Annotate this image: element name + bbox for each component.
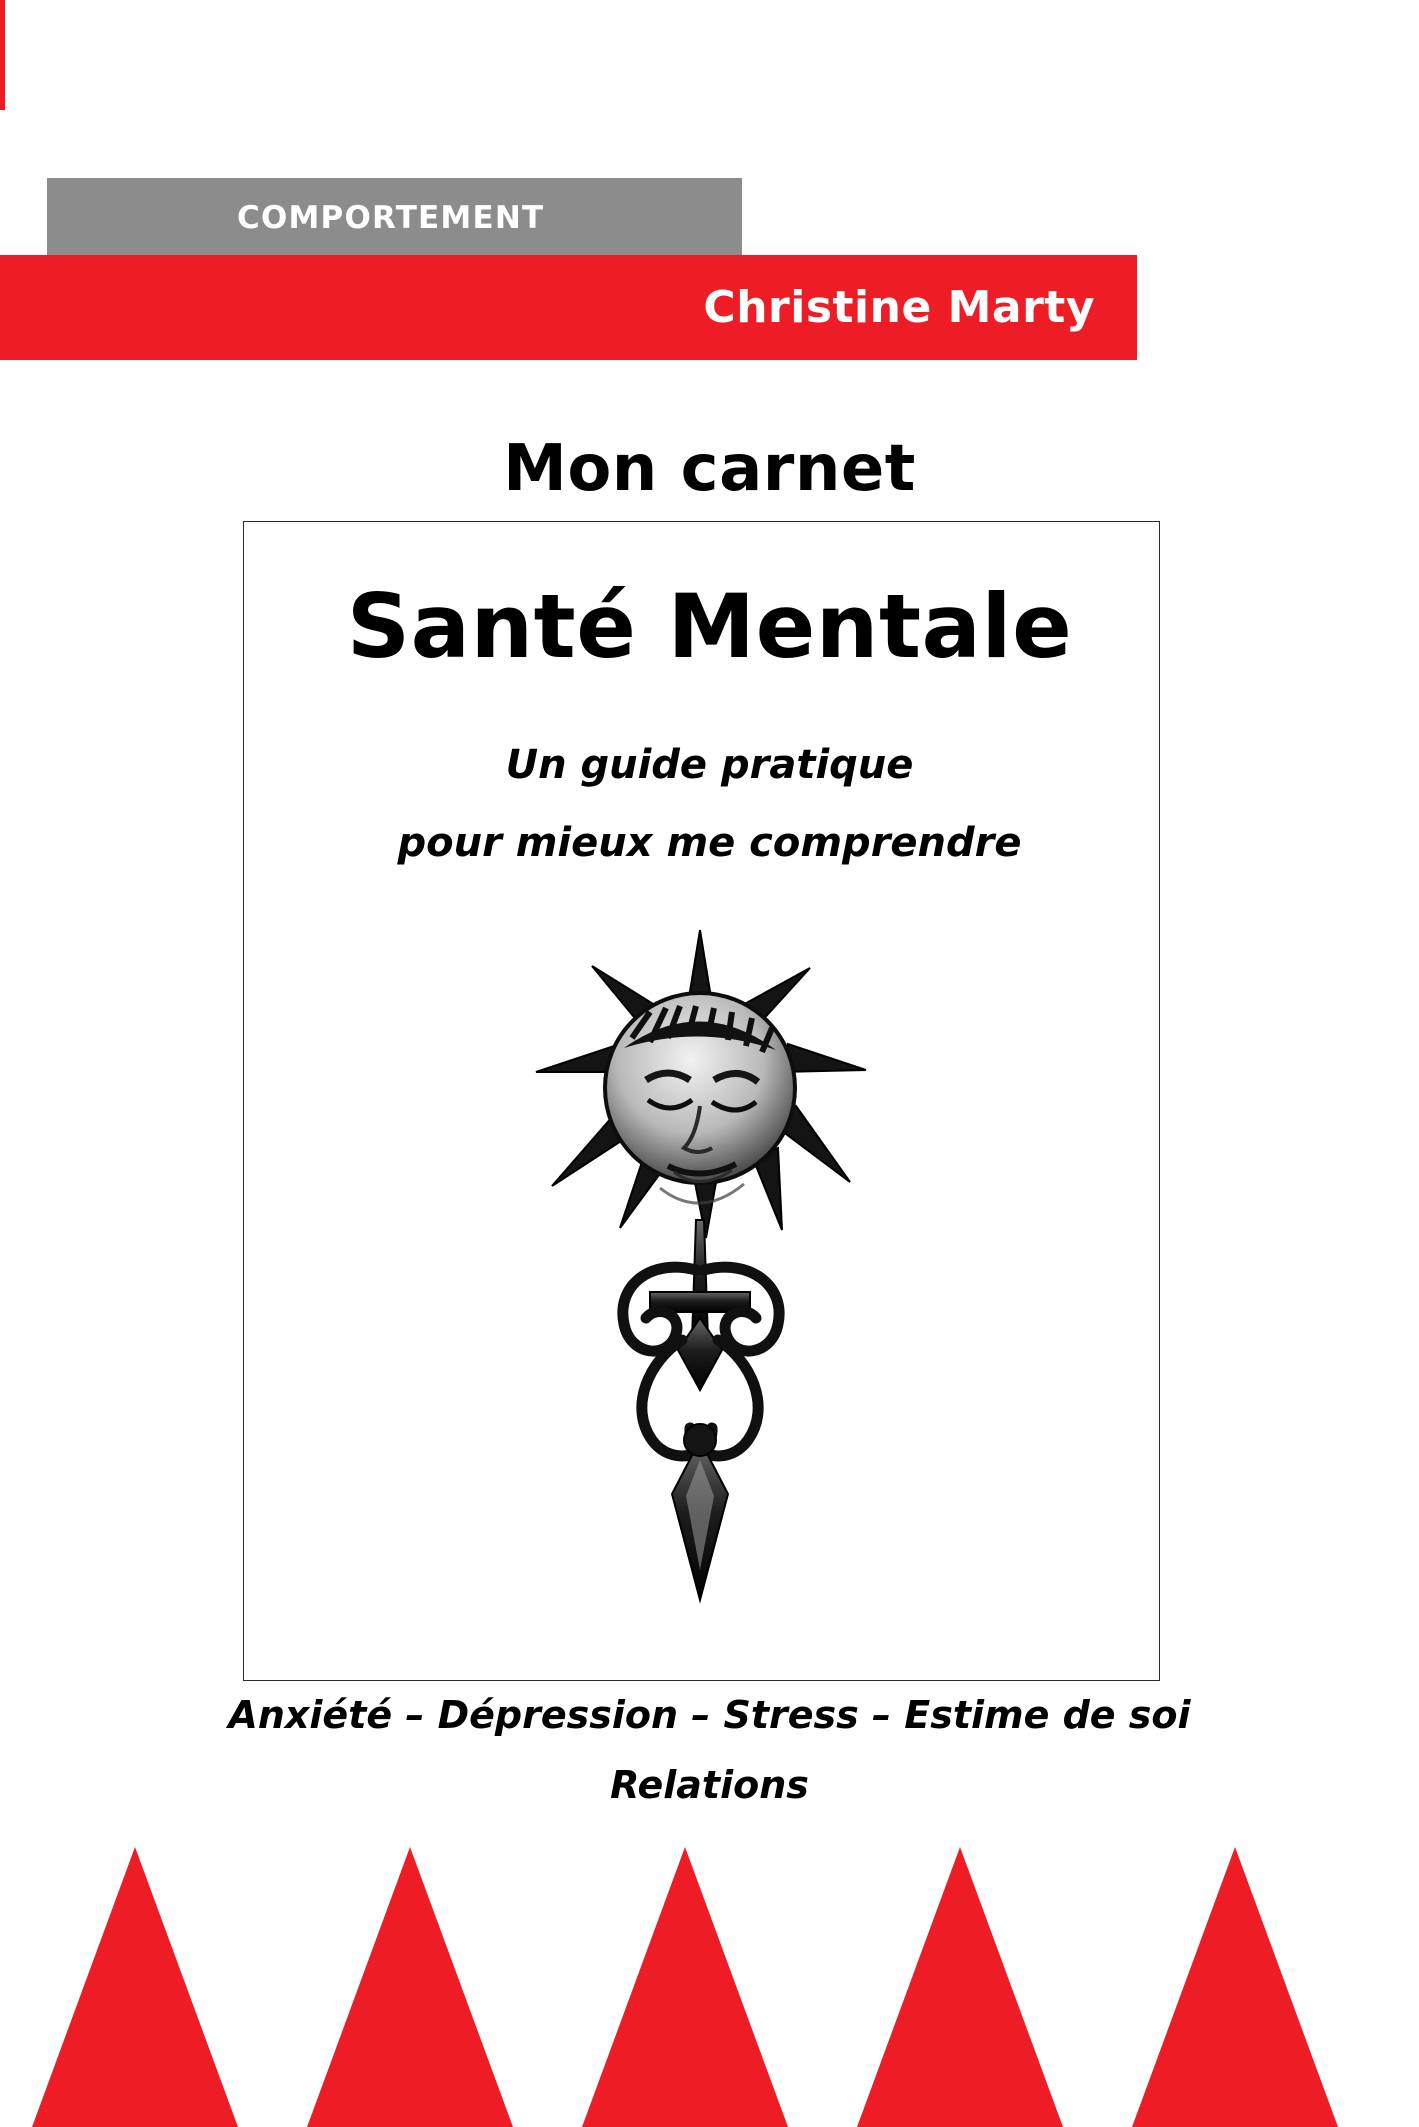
bottom-triangle-band bbox=[0, 1847, 1419, 2127]
author-banner bbox=[0, 255, 1137, 360]
left-edge-accent bbox=[0, 0, 5, 110]
triangle-decor bbox=[582, 1847, 788, 2127]
keywords-line1: Anxiété – Dépression – Stress – Estime de soi bbox=[228, 1693, 1191, 1737]
category-banner-label: COMPORTEMENT bbox=[237, 200, 545, 236]
cover-title-line1 bbox=[0, 432, 1419, 506]
cover-tagline-line1: Un guide pratique bbox=[505, 742, 914, 788]
cover-title-line2: Santé Mentale bbox=[346, 575, 1073, 678]
cover-title-line1-text: Mon carnet bbox=[477, 432, 942, 506]
triangle-decor bbox=[32, 1847, 238, 2127]
triangle-decor bbox=[857, 1847, 1063, 2127]
cover-artwork bbox=[500, 920, 900, 1620]
triangle-decor bbox=[307, 1847, 513, 2127]
category-banner bbox=[47, 178, 742, 258]
author-name: Christine Marty bbox=[703, 282, 1095, 333]
keywords-line2: Relations bbox=[610, 1763, 809, 1807]
cover-tagline-line2: pour mieux me comprendre bbox=[397, 820, 1022, 866]
triangle-decor bbox=[1132, 1847, 1338, 2127]
tormented-face-icon bbox=[500, 920, 900, 1620]
